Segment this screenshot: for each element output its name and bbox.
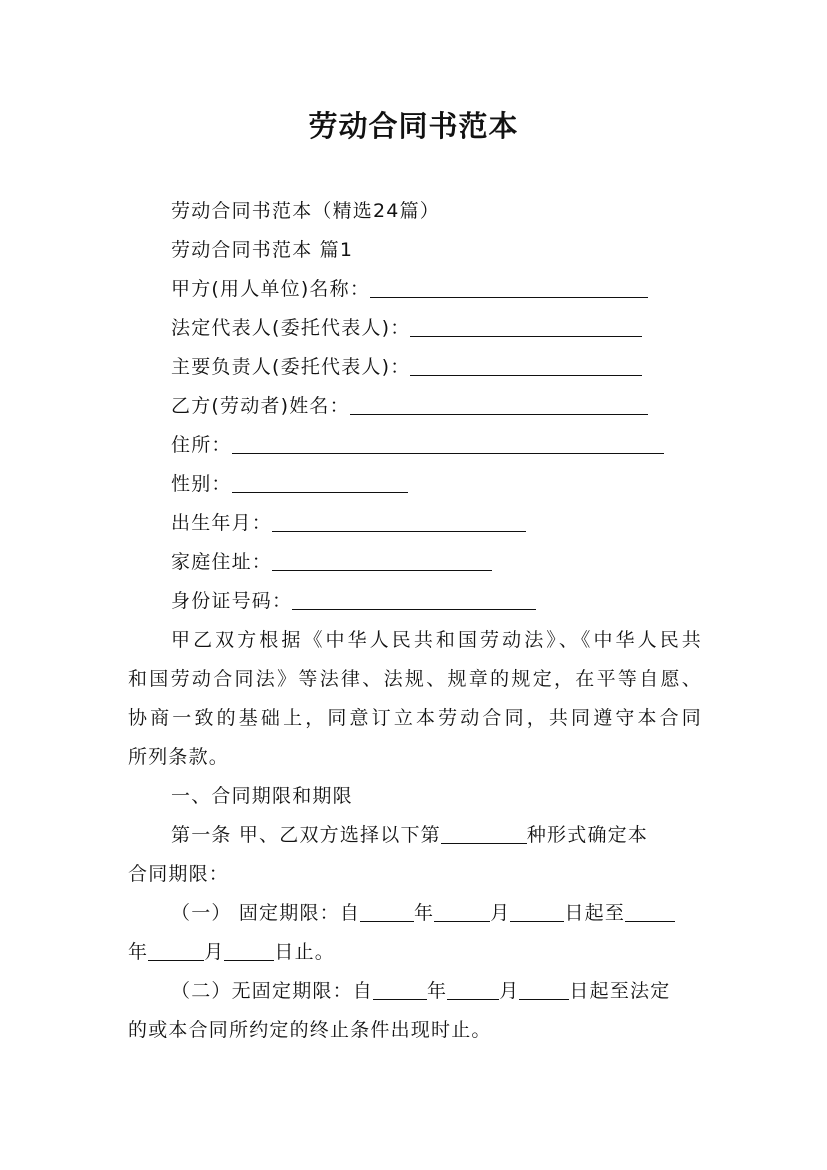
blank-fixed-end-month[interactable]	[148, 940, 204, 961]
open-term-line-2: 的或本合同所约定的终止条件出现时止。	[128, 1019, 492, 1041]
blank-term-form[interactable]	[441, 823, 527, 844]
blank-gender[interactable]	[232, 472, 408, 493]
unit-year: 年	[427, 980, 448, 1002]
blank-open-start-year[interactable]	[373, 979, 427, 1000]
field-principal	[171, 354, 745, 380]
field-label: 乙方(劳动者)姓名：	[171, 395, 350, 417]
blank-residence[interactable]	[232, 433, 664, 454]
unit-year: 年	[414, 902, 435, 924]
blank-birth[interactable]	[272, 511, 526, 532]
blank-principal[interactable]	[410, 355, 642, 376]
open-term-line-1	[171, 978, 745, 1004]
unit-year: 年	[128, 941, 149, 963]
blank-fixed-end-day[interactable]	[224, 940, 274, 961]
intro-line-3: 协商一致的基础上，同意订立本劳动合同，共同遵守本合同	[128, 707, 702, 729]
document-title: 劳动合同书范本	[308, 109, 519, 143]
unit-day-end: 日止。	[274, 941, 336, 963]
blank-legal-rep[interactable]	[410, 316, 642, 337]
article-1-line-2: 合同期限：	[128, 863, 230, 885]
unit-month: 月	[204, 941, 225, 963]
field-label: 性别：	[171, 473, 232, 495]
blank-fixed-start-year[interactable]	[360, 901, 414, 922]
field-gender	[171, 471, 745, 497]
blank-id-number[interactable]	[292, 589, 536, 610]
blank-home-address[interactable]	[272, 550, 492, 571]
chapter-heading: 一、合同期限和期限	[171, 785, 353, 807]
section-heading: 劳动合同书范本 篇1	[171, 239, 354, 261]
fixed-term-line-2	[128, 939, 702, 965]
field-residence	[171, 432, 745, 458]
article-1-line-1	[171, 822, 745, 848]
field-label: 身份证号码：	[171, 590, 293, 612]
field-id-number	[171, 588, 745, 614]
fixed-term-label: （一） 固定期限：自	[171, 902, 361, 924]
field-label: 主要负责人(委托代表人)：	[171, 356, 411, 378]
unit-month: 月	[490, 902, 511, 924]
blank-employer-name[interactable]	[370, 277, 648, 298]
intro-line-2: 和国劳动合同法》等法律、法规、规章的规定，在平等自愿、	[128, 668, 702, 690]
blank-fixed-start-month[interactable]	[434, 901, 490, 922]
field-legal-rep	[171, 315, 745, 341]
blank-employee-name[interactable]	[350, 394, 648, 415]
blank-fixed-end-year[interactable]	[625, 901, 675, 922]
field-label: 法定代表人(委托代表人)：	[171, 317, 411, 339]
open-term-label: （二）无固定期限：自	[171, 980, 374, 1002]
blank-fixed-start-day[interactable]	[510, 901, 564, 922]
field-employee-name	[171, 393, 745, 419]
article-1-text: 第一条 甲、乙双方选择以下第	[171, 824, 441, 846]
field-birth	[171, 510, 745, 536]
subtitle: 劳动合同书范本（精选24篇）	[171, 200, 440, 222]
unit-day-to: 日起至法定	[569, 980, 671, 1002]
article-1-text-end: 种形式确定本	[526, 824, 649, 846]
intro-line-1: 甲乙双方根据《中华人民共和国劳动法》、《中华人民共	[171, 629, 702, 651]
unit-day-to: 日起至	[564, 902, 626, 924]
blank-open-start-month[interactable]	[447, 979, 499, 1000]
fixed-term-line-1	[171, 900, 745, 926]
field-label: 住所：	[171, 434, 232, 456]
unit-month: 月	[499, 980, 520, 1002]
blank-open-start-day[interactable]	[519, 979, 569, 1000]
field-label: 家庭住址：	[171, 551, 273, 573]
field-label: 甲方(用人单位)名称：	[171, 278, 371, 300]
intro-line-4: 所列条款。	[128, 746, 230, 768]
field-label: 出生年月：	[171, 512, 273, 534]
field-home-address	[171, 549, 745, 575]
field-employer-name	[171, 276, 745, 302]
